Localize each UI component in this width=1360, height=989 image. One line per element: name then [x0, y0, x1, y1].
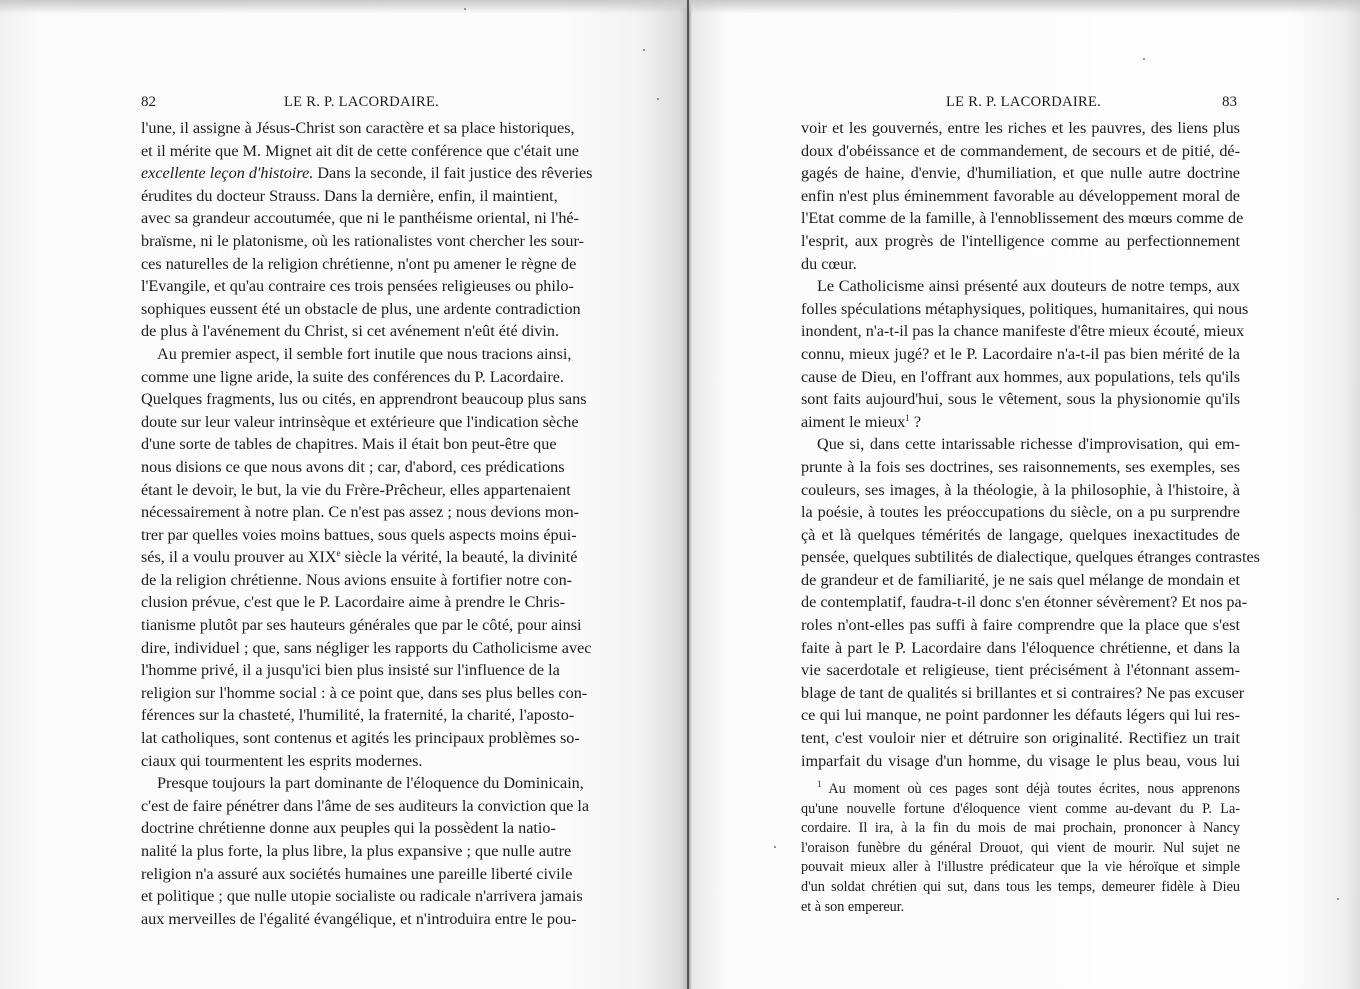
right-running-head: LE R. P. LACORDAIRE.	[946, 94, 1102, 110]
text-line: doctrine chrétienne donne aux peuples qui la possèdent la natio-	[141, 819, 556, 838]
footnote-line: l'oraison funèbre du général Drouot, qui vient de mourir. Nul sujet ne	[801, 839, 1240, 856]
text-fragment: aiment le mieux	[801, 412, 906, 431]
text-line: roles n'ont-elles pas suffi à faire comprendre que la place que s'est	[801, 616, 1240, 635]
book-gutter	[687, 0, 689, 989]
text-line: sophiques eussent été un obstacle de plus, une ardente contradiction	[141, 299, 581, 318]
text-line: gagés de haine, d'envie, d'humiliation, et que nulle autre doctrine	[801, 164, 1240, 183]
text-line: c'est de faire pénétrer dans l'âme de ses auditeurs la conviction que la	[141, 796, 590, 815]
text-line: et politique ; que nulle utopie socialiste ou radicale n'arrivera jamais	[141, 887, 583, 906]
text-line: cause de Dieu, en l'offrant aux hommes, aux populations, tels qu'ils	[801, 367, 1240, 386]
text-line: et il mérite que M. Mignet ait dit de cette conférence que c'était une	[141, 141, 579, 160]
footnote-reference[interactable]: 1	[905, 412, 910, 423]
text-line: dire, individuel ; que, sans négliger les rapports du Catholicisme avec	[141, 638, 592, 657]
scan-speck	[657, 98, 659, 100]
text-line: ciaux qui tourmentent les esprits modernes.	[141, 751, 423, 770]
footnote-line	[801, 780, 1240, 800]
text-line: braïsme, ni le platonisme, où les rationalistes vont chercher les sour-	[141, 231, 584, 250]
text-line: d'une sorte de tables de chapitres. Mais il était bon peut-être que	[141, 435, 557, 454]
text-line: l'homme privé, il a jusqu'ici bien plus insisté sur l'influence de la	[141, 661, 560, 680]
text-line: couleurs, ses images, à la théologie, à la philosophie, à l'histoire, à	[801, 480, 1240, 499]
text-fragment: Dans la seconde, il fait justice des rêveries	[317, 164, 593, 183]
footnote-line: cordaire. Il ira, à la fin du mois de mai prochain, prononcer à Nancy	[801, 820, 1240, 837]
text-line: nous disions ce que nous avons dit ; car, d'abord, ces prédications	[141, 457, 565, 476]
text-line: faite à part le P. Lacordaire dans l'éloquence chrétienne, et dans la	[801, 638, 1240, 657]
text-line: l'une, il assigne à Jésus-Christ son caractère et sa place historiques,	[141, 119, 575, 137]
text-line: nécessairement à notre plan. Ce n'est pas assez ; nous devions mon-	[141, 503, 580, 522]
text-line: voir et les gouvernés, entre les riches et les pauvres, des liens plus	[801, 119, 1240, 137]
italic-phrase: excellente leçon d'histoire.	[141, 164, 314, 183]
text-line: érudites du docteur Strauss. Dans la dernière, enfin, il maintient,	[141, 186, 558, 205]
text-line: enfin n'est plus éminemment favorable au développement moral de	[801, 186, 1240, 205]
left-page-body	[141, 117, 593, 930]
text-line: çà et là quelques témérités de langage, quelques inexactitudes de	[801, 525, 1240, 544]
scan-speck	[774, 846, 776, 848]
text-line: imparfait du visage d'un homme, du visage le plus beau, vous lui	[801, 751, 1240, 770]
paragraph-start: Le Catholicisme ainsi présenté aux douteurs de notre temps, aux	[817, 277, 1240, 296]
text-fragment: ?	[909, 412, 922, 431]
text-line: du cœur.	[801, 254, 857, 273]
scan-speck	[1337, 898, 1339, 900]
footnote-line: et à son empereur.	[801, 898, 905, 915]
text-line: trer par quelles voies moins battues, sous quels aspects moins épui-	[141, 525, 577, 544]
right-page-number: 83	[1222, 94, 1237, 110]
paragraph-start: Presque toujours la part dominante de l'éloquence du Dominicain,	[157, 774, 584, 793]
footnote-line: qu'une nouvelle fortune d'éloquence vient comme au-devant du P. La-	[801, 800, 1240, 817]
scan-speck	[643, 49, 645, 51]
right-page-body	[801, 117, 1260, 772]
text-line: prunte à la fois ses doctrines, ses raisonnements, ses exemples, ses	[801, 457, 1240, 476]
left-running-head: LE R. P. LACORDAIRE.	[284, 94, 440, 110]
text-line: folles spéculations métaphysiques, politiques, humanitaires, qui nous	[801, 299, 1249, 318]
text-line: sont faits aujourd'hui, sous le vêtement, sous la physionomie qu'ils	[801, 390, 1240, 409]
text-line: comme une ligne aride, la suite des conférences du P. Lacordaire.	[141, 367, 564, 386]
paragraph-start: Que si, dans cette intarissable richesse d'improvisation, qui em-	[817, 435, 1240, 454]
text-line: l'Evangile, et qu'au contraire ces trois pensées religieuses ou philo-	[141, 277, 574, 296]
footnote	[801, 780, 1240, 917]
text-line: religion n'a assuré aux sociétés humaines une pareille liberté civile	[141, 864, 573, 883]
text-line: connu, mieux jugé? et le P. Lacordaire n'a-t-il pas bien mérité de la	[801, 344, 1240, 363]
scan-speck	[1143, 58, 1145, 60]
text-line: l'esprit, aux progrès de l'intelligence comme au perfectionnement	[801, 231, 1240, 250]
left-page-number: 82	[141, 94, 156, 110]
text-line	[801, 411, 1240, 434]
text-line: de la religion chrétienne. Nous avions ensuite à fortifier notre con-	[141, 570, 573, 589]
text-line: lat catholiques, sont contenus et agités les principaux problèmes so-	[141, 729, 580, 748]
text-line: tianisme plutôt par ses hauteurs générales que par le côté, pour ainsi	[141, 616, 582, 635]
text-line: vie sacerdotale et religieuse, tient précisément à l'étonnant assem-	[801, 661, 1240, 680]
text-line	[141, 162, 593, 185]
text-line: Quelques fragments, lus ou cités, en apprendront beaucoup plus sans	[141, 390, 587, 409]
text-line: l'Etat comme de la famille, à l'ennoblissement des mœurs comme de	[801, 209, 1244, 228]
text-fragment: sés, il a voulu prouver au XIX	[141, 548, 337, 567]
text-line: férences sur la chasteté, l'humilité, la fraternité, la charité, l'aposto-	[141, 706, 575, 725]
text-line: aux merveilles de l'égalité évangélique, et n'introduira entre le pou-	[141, 909, 577, 928]
text-line: de plus à l'avénement du Christ, si cet avénement n'eût été divin.	[141, 322, 560, 341]
text-line: doux d'obéissance et de commandement, de secours et de pitié, dé-	[801, 141, 1240, 160]
text-line: religion sur l'homme social : à ce point que, dans ses plus belles con-	[141, 683, 588, 702]
paragraph-start: Au premier aspect, il semble fort inutile que nous tracions ainsi,	[157, 344, 572, 363]
text-line: de grandeur et de familiarité, je ne sais quel mélange de mondain et	[801, 570, 1240, 589]
text-line: la poésie, à toutes les préoccupations du siècle, on a pu surprendre	[801, 503, 1240, 522]
text-line: étant le devoir, le but, la vie du Frère-Prêcheur, elles appartenaient	[141, 480, 571, 499]
footnote-line: d'un soldat chrétien qui sut, dans tous les temps, demeurer fidèle à Dieu	[801, 878, 1240, 895]
text-line: doute sur leur valeur intrinsèque et extérieure que l'indication sèche	[141, 412, 579, 431]
text-line: nalité la plus forte, la plus libre, la plus expansive ; que nulle autre	[141, 842, 572, 860]
text-line: ces naturelles de la religion chrétienne, n'ont pu amener le règne de	[141, 254, 577, 273]
scan-top-shadow	[0, 0, 1360, 14]
text-line	[141, 546, 578, 569]
text-fragment: siècle la vérité, la beauté, la divinité	[344, 548, 578, 567]
text-fragment: Au moment où ces pages sont déjà toutes écrites, nous apprenons	[828, 781, 1240, 797]
text-line: blage de tant de qualités si brillantes et si contraires? Ne pas excuser	[801, 683, 1245, 702]
text-line: ce qui lui manque, ne point pardonner les défauts légers qui lui res-	[801, 706, 1240, 725]
scan-speck	[464, 8, 466, 10]
text-line: pensée, quelques subtilités de dialectique, quelques étranges contrastes	[801, 548, 1260, 567]
footnote-marker: 1	[817, 779, 822, 789]
text-line: tent, c'est vouloir nier et détruire son originalité. Rectifiez un trait	[801, 729, 1240, 748]
footnote-line: pouvait mieux aller à l'illustre prédicateur que la vie héroïque et simple	[801, 859, 1240, 876]
text-line: inondent, n'a-t-il pas la chance manifeste d'être mieux écouté, mieux	[801, 322, 1245, 341]
superscript: e	[336, 548, 341, 559]
text-line: avec sa grandeur accoutumée, que ni le panthéisme oriental, ni l'hé-	[141, 209, 579, 228]
text-line: de contemplatif, faudra-t-il donc s'en étonner sévèrement? Et nos pa-	[801, 593, 1248, 612]
text-line: clusion prévue, c'est que le P. Lacordaire aime à prendre le Chris-	[141, 593, 566, 612]
